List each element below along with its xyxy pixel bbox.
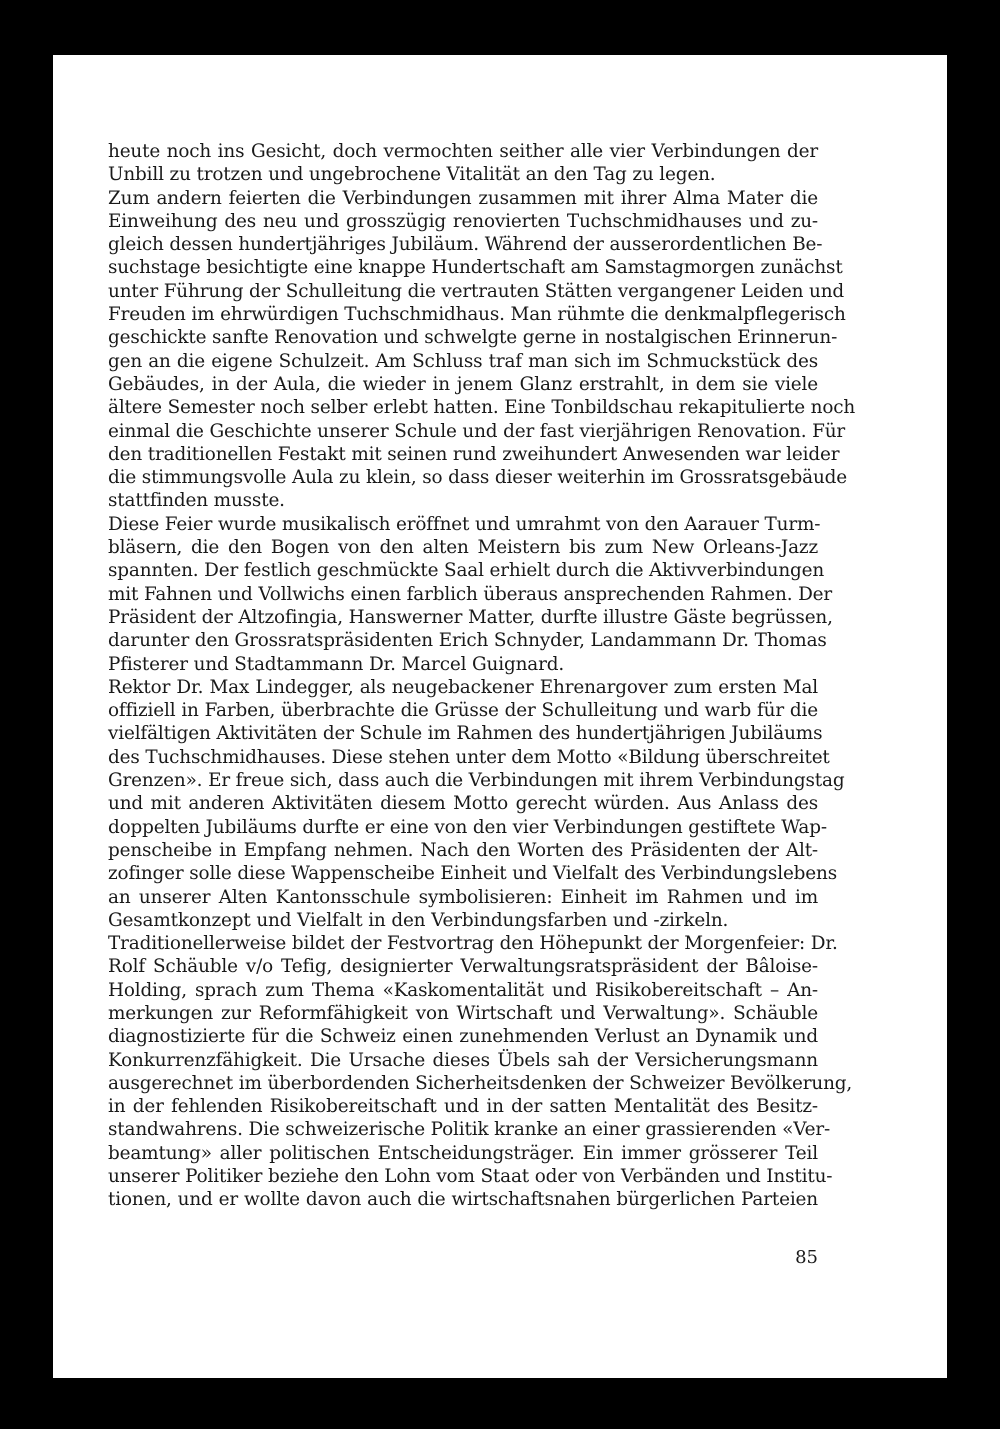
paragraph [108,513,833,676]
text-line: mit Fahnen und Vollwichs einen farblich überaus ansprechenden Rahmen. Der [108,583,833,605]
text-line: in der fehlenden Risikobereitschaft und in der satten Mentalität des Besitz- [108,1096,818,1118]
text-line: an unserer Alten Kantonsschule symbolisieren: Einheit im Rahmen und im [108,886,818,908]
text-line: Rolf Schäuble v/o Tefig, designierter Verwaltungsratspräsident der Bâloise- [108,956,818,978]
text-line: die stimmungsvolle Aula zu klein, so dass dieser weiterhin im Grossratsgebäude [108,467,848,489]
text-line: Rektor Dr. Max Lindegger, als neugebackener Ehrenargover zum ersten Mal [108,676,818,698]
text-line: Holding, sprach zum Thema «Kaskomentalität und Risikobereitschaft – An- [108,979,818,1001]
text-line: Zum andern feierten die Verbindungen zusammen mit ihrer Alma Mater die [108,187,818,209]
text-line: beamtung» aller politischen Entscheidungsträger. Ein immer grösserer Teil [108,1142,818,1164]
text-line: darunter den Grossratspräsidenten Erich Schnyder, Landammann Dr. Thomas [108,630,827,652]
text-line: diagnostizierte für die Schweiz einen zunehmenden Verlust an Dynamik und [108,1026,818,1048]
text-line: stattfinden musste. [108,490,285,512]
text-line: unter Führung der Schulleitung die vertrauten Stätten vergangener Leiden und [108,280,845,302]
text-line: tionen, und er wollte davon auch die wirtschaftsnahen bürgerlichen Parteien [108,1189,818,1211]
text-line: den traditionellen Festakt mit seinen rund zweihundert Anwesenden war leider [108,443,840,465]
text-line: doppelten Jubiläums durfte er eine von den vier Verbindungen gestiftete Wap- [108,816,827,838]
text-line: spannten. Der festlich geschmückte Saal erhielt durch die Aktivverbindungen [108,560,825,582]
text-line: gen an die eigene Schulzeit. Am Schluss traf man sich im Schmuckstück des [108,350,818,372]
text-line: einmal die Geschichte unserer Schule und der fast vierjährigen Renovation. Für [108,420,846,442]
text-line: Diese Feier wurde musikalisch eröffnet und umrahmt von den Aarauer Turm- [108,513,821,535]
paragraph [108,187,856,513]
text-line: ausgerechnet im überbordenden Sicherheitsdenken der Schweizer Bevölkerung, [108,1072,853,1094]
text-line: gleich dessen hundertjähriges Jubiläum. Während der ausserordentlichen Be- [108,234,823,256]
body-text [108,140,856,1212]
text-line: Pfisterer und Stadtammann Dr. Marcel Guignard. [108,653,565,675]
page-number: 85 [795,1247,818,1268]
text-line: des Tuchschmidhauses. Diese stehen unter dem Motto «Bildung überschreitet [108,746,830,768]
text-line: geschickte sanfte Renovation und schwelgte gerne in nostalgischen Erinnerun- [108,327,838,349]
text-line: unserer Politiker beziehe den Lohn vom Staat oder von Verbänden und Institu- [108,1166,833,1188]
text-line: Grenzen». Er freue sich, dass auch die Verbindungen mit ihrem Verbindungstag [108,770,845,792]
text-line: suchstage besichtigte eine knappe Hundertschaft am Samstagmorgen zunächst [108,257,843,279]
text-line: zofinger solle diese Wappenscheibe Einheit und Vielfalt des Verbindungslebens [108,863,838,885]
text-line: Einweihung des neu und grosszügig renovierten Tuchschmidhauses und zu- [108,210,818,232]
text-line: ältere Semester noch selber erlebt hatten. Eine Tonbildschau rekapitulierte noch [108,397,856,419]
text-line: Traditionellerweise bildet der Festvortrag den Höhepunkt der Morgenfeier: Dr. [108,933,838,955]
text-line: und mit anderen Aktivitäten diesem Motto gerecht würden. Aus Anlass des [108,793,818,815]
text-line: merkungen zur Reformfähigkeit von Wirtschaft und Verwaltung». Schäuble [108,1002,818,1024]
text-line: Gesamtkonzept und Vielfalt in den Verbindungsfarben und -zirkeln. [108,909,729,931]
text-line: Freuden im ehrwürdigen Tuchschmidhaus. Man rühmte die denkmalpflegerisch [108,304,846,326]
text-line: Konkurrenzfähigkeit. Die Ursache dieses Übels sah der Versicherungsmann [108,1049,818,1071]
text-line: Präsident der Altzofingia, Hanswerner Matter, durfte illustre Gäste begrüssen, [108,606,833,628]
text-line: bläsern, die den Bogen von den alten Meistern bis zum New Orleans-Jazz [108,537,818,559]
text-line: offiziell in Farben, überbrachte die Grüsse der Schulleitung und warb für die [108,700,818,722]
text-line: heute noch ins Gesicht, doch vermochten seither alle vier Verbindungen der [108,141,818,162]
text-line: vielfältigen Aktivitäten der Schule im Rahmen des hundertjährigen Jubiläums [108,723,823,745]
paragraph [108,140,818,187]
text-line: Unbill zu trotzen und ungebrochene Vitalität an den Tag zu legen. [108,164,716,186]
text-line: penscheibe in Empfang nehmen. Nach den Worten des Präsidenten der Alt- [108,839,818,861]
text-line: Gebäudes, in der Aula, die wieder in jenem Glanz erstrahlt, in dem sie viele [108,373,818,395]
text-line: standwahrens. Die schweizerische Politik kranke an einer grassierenden «Ver- [108,1119,831,1141]
paragraph [108,676,845,932]
paragraph [108,932,853,1212]
